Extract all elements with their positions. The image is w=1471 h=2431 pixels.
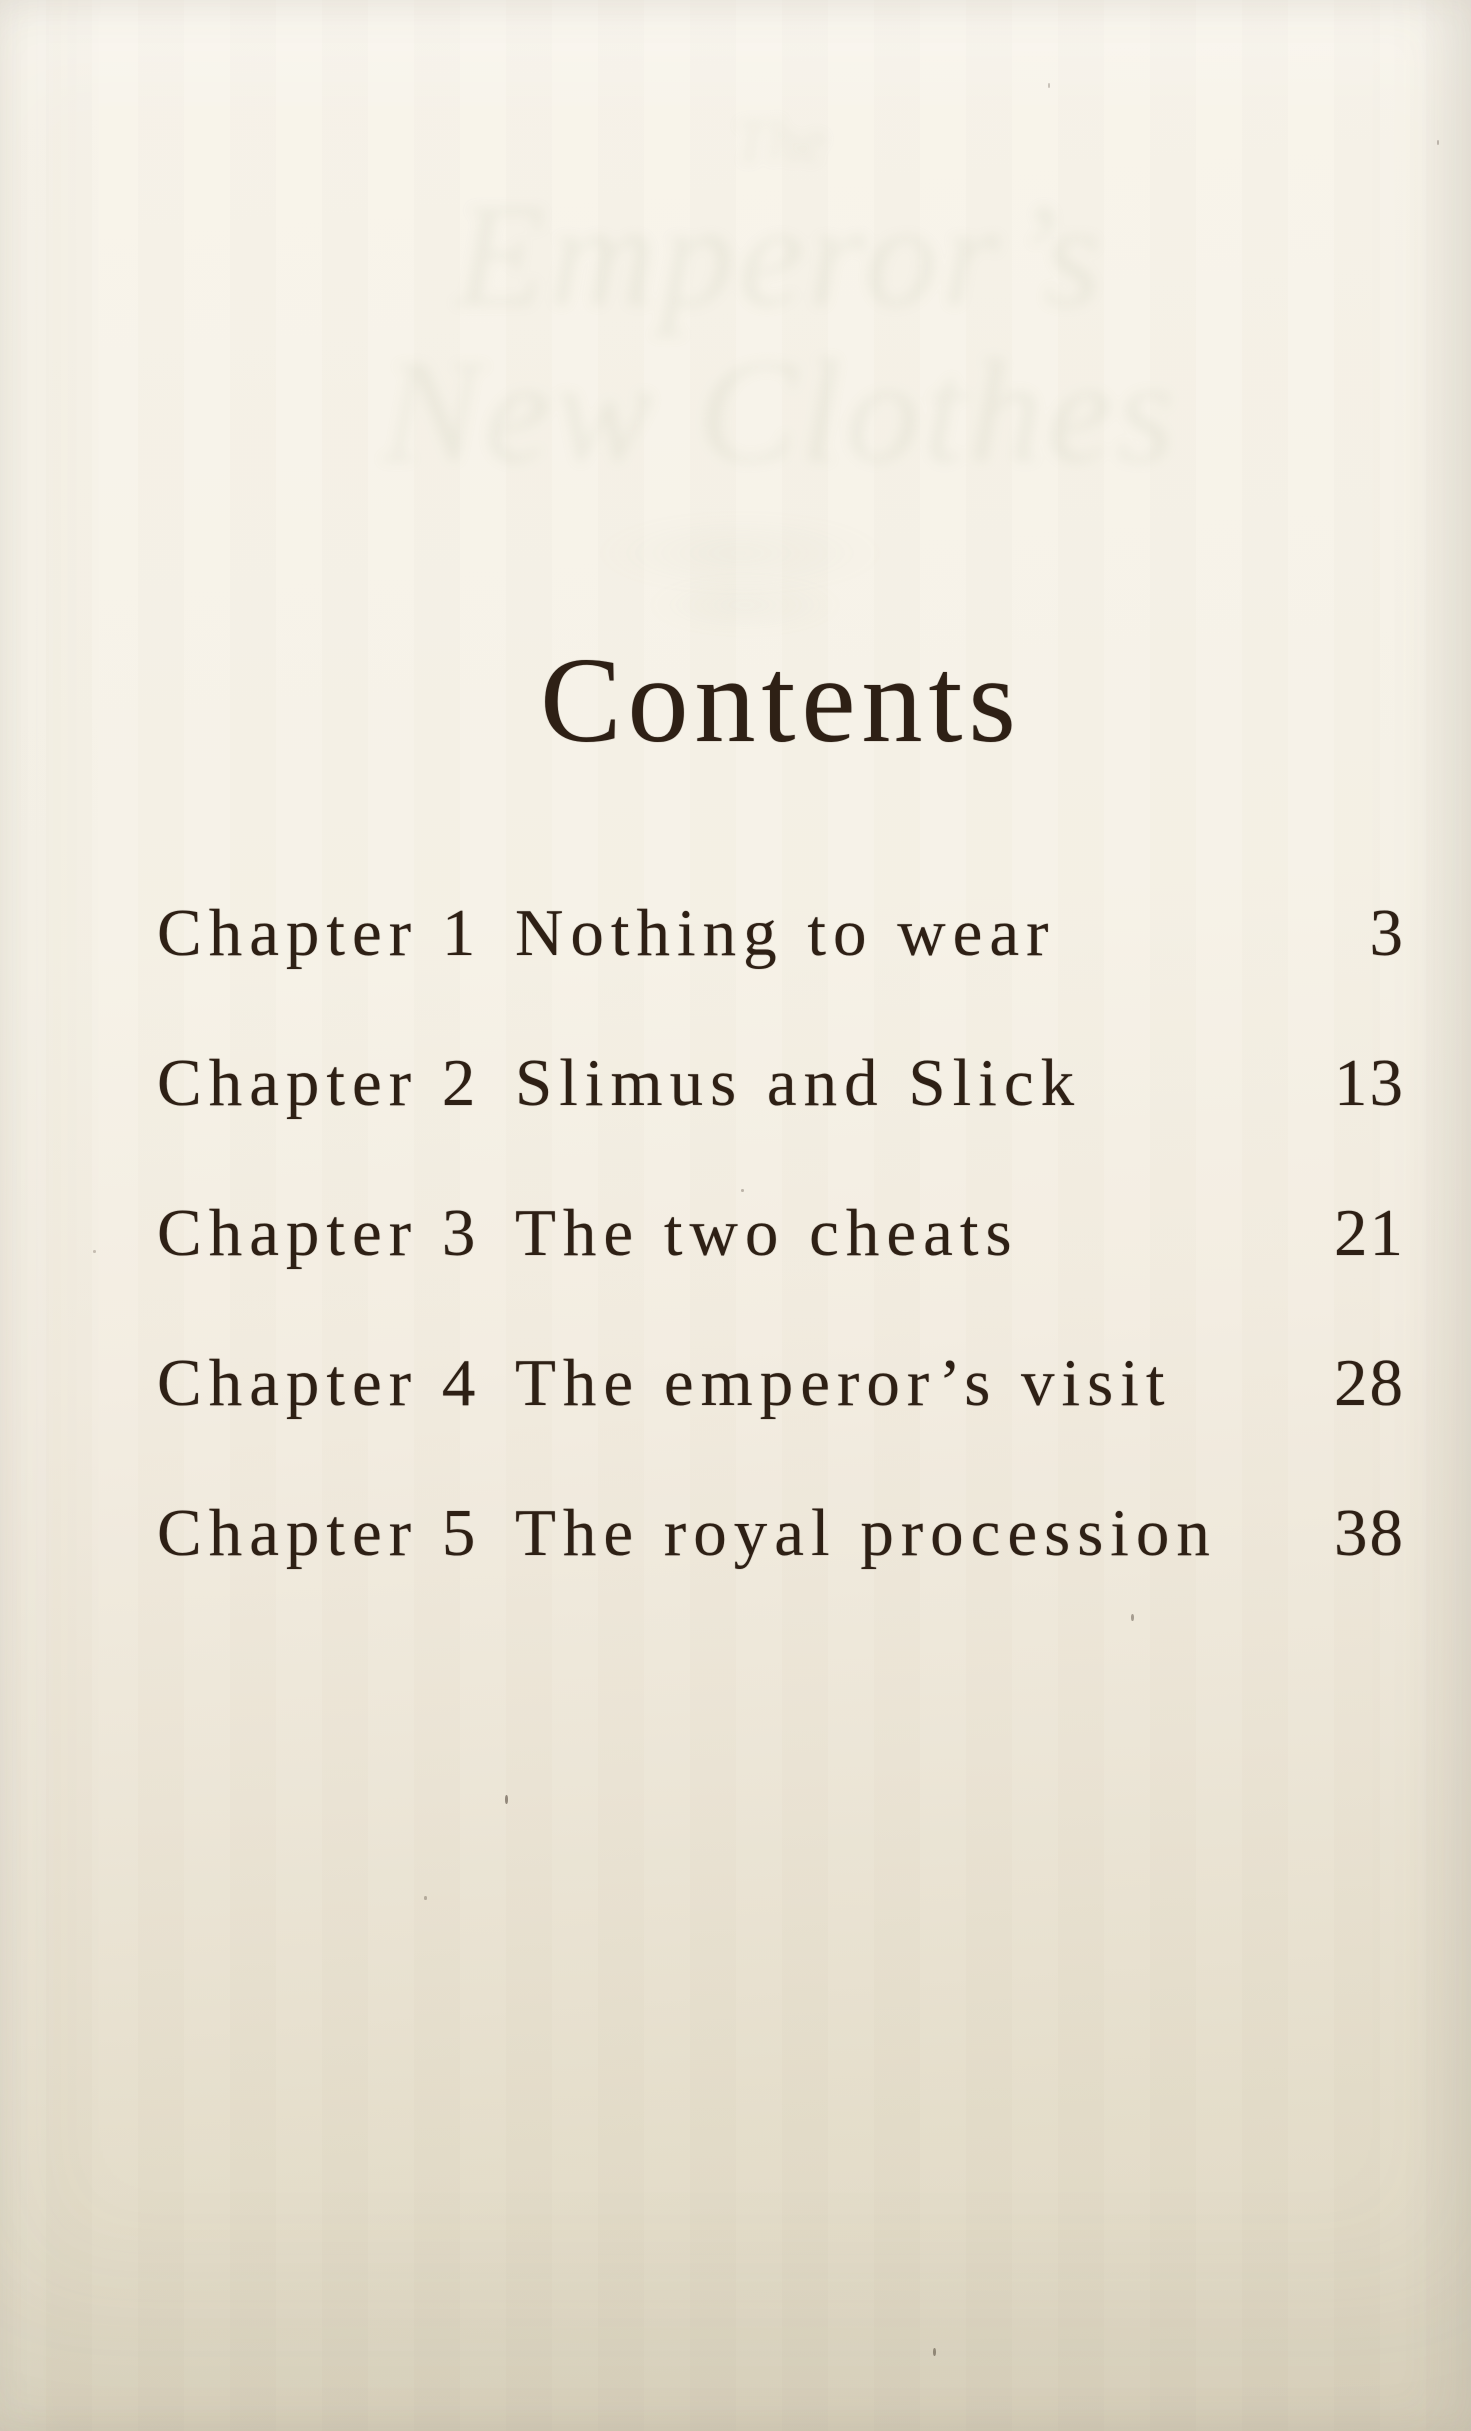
table-of-contents — [157, 858, 1405, 1608]
toc-row — [157, 1308, 1405, 1458]
toc-page-number: 21 — [1334, 1195, 1405, 1270]
show-through-text — [160, 105, 1400, 494]
toc-page-number: 3 — [1369, 895, 1405, 970]
toc-row — [157, 1158, 1405, 1308]
paper-speck — [933, 2348, 936, 2356]
toc-chapter-label: Chapter 4 — [157, 1345, 483, 1420]
toc-chapter-label: Chapter 3 — [157, 1195, 483, 1270]
toc-page-number: 28 — [1334, 1345, 1405, 1420]
toc-chapter-title: The emperor’s visit — [515, 1345, 1172, 1420]
show-through-line: New Clothes — [381, 329, 1179, 494]
paper-speck — [1048, 83, 1050, 88]
show-through-line: The — [733, 108, 827, 176]
toc-chapter-title: The royal procession — [515, 1495, 1217, 1570]
toc-chapter-label: Chapter 5 — [157, 1495, 483, 1570]
show-through-smudge — [540, 498, 940, 608]
toc-page-number: 38 — [1334, 1495, 1405, 1570]
toc-chapter-label: Chapter 2 — [157, 1045, 483, 1120]
toc-chapter-label: Chapter 1 — [157, 895, 483, 970]
toc-chapter-title: Slimus and Slick — [515, 1045, 1082, 1120]
toc-chapter-title: The two cheats — [515, 1195, 1019, 1270]
paper-speck — [93, 1250, 96, 1253]
paper-speck — [1131, 1614, 1134, 1621]
paper-speck — [424, 1896, 427, 1900]
toc-chapter-title: Nothing to wear — [515, 895, 1056, 970]
paper-speck — [505, 1795, 508, 1804]
page-title: Contents — [540, 633, 1022, 768]
show-through-line: Emperor’s — [455, 174, 1105, 339]
toc-page-number: 13 — [1334, 1045, 1405, 1120]
paper-speck — [1437, 140, 1439, 145]
toc-row — [157, 1008, 1405, 1158]
toc-row — [157, 1458, 1405, 1608]
toc-row — [157, 858, 1405, 1008]
